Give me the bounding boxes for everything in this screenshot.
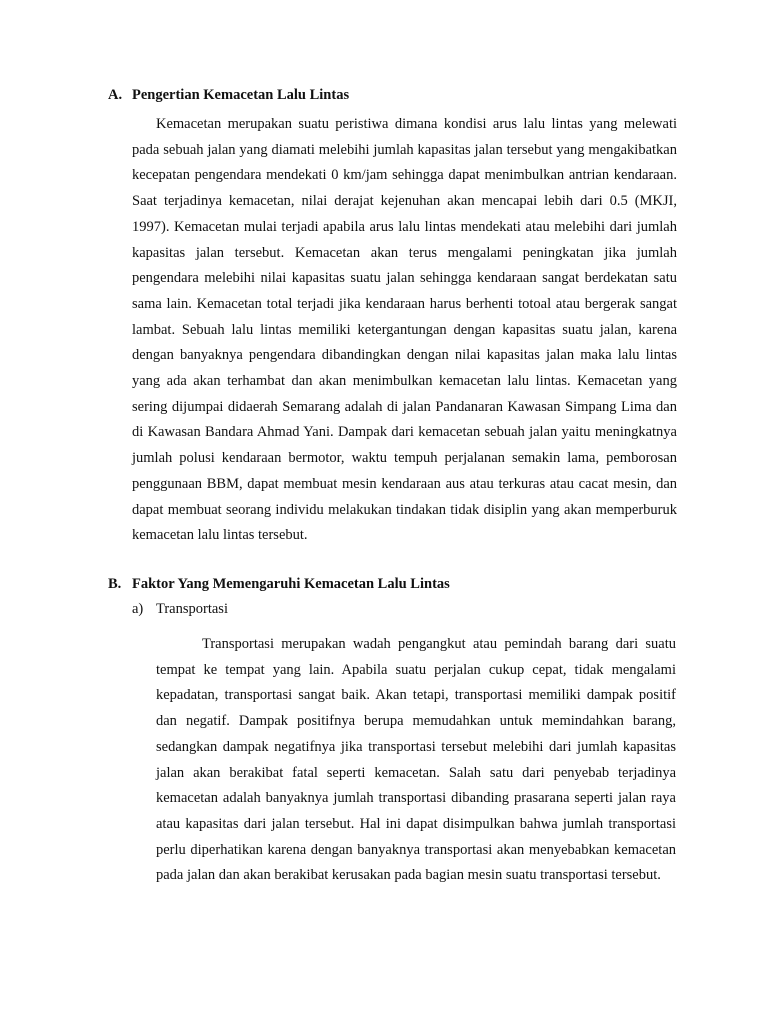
subsection-a-title: Transportasi: [156, 601, 228, 617]
section-a-paragraph: Kemacetan merupakan suatu peristiwa dimana kondisi arus lalu lintas yang melewati pada sebuah jalan yang diamati melebihi jumlah kapasitas jalan tersebut yang mengakibatkan kecepatan pengendara mendekati 0 km/jam sehingga dapat menimbulkan antrian kendaraan. Saat terjadinya kemacetan, nilai derajat kejenuhan akan mencapai lebih dari 0.5 (MKJI, 1997). Kemacetan mulai terjadi apabila arus lalu lintas mendekati atau melebihi dari jumlah kapasitas jalan tersebut. Kemacetan akan terus mengalami peningkatan jika jumlah pengendara melebihi nilai kapasitas suatu jalan sehingga kendaraan sangat berdekatan satu sama lain. Kemacetan total terjadi jika kendaraan harus berhenti totoal atau bergerak sangat lambat. Sebuah lalu lintas memiliki ketergantungan dengan kapasitas suatu jalan, karena dengan banyaknya pengendara dibandingkan dengan nilai kapasitas jalan maka lalu lintas yang ada akan terhambat dan akan menimbulkan kemacetan lalu lintas. Kemacetan yang sering dijumpai didaerah Semarang adalah di jalan Pandanaran Kawasan Simpang Lima dan di Kawasan Bandara Ahmad Yani. Dampak dari kemacetan sebuah jalan yaitu meningkatnya jumlah polusi kendaraan bermotor, waktu tempuh perjalanan semakin lama, pemborosan penggunaan BBM, dapat membuat mesin kendaraan aus atau terkuras atau cacat mesin, dan dapat membuat seorang individu melakukan tindakan tidak disiplin yang akan memperburuk kemacetan lalu lintas tersebut.: [132, 116, 677, 544]
section-a-heading: [108, 86, 349, 104]
subsection-a-marker: a): [132, 601, 144, 617]
section-a-marker: A.: [108, 87, 123, 103]
subsection-a-heading: [132, 600, 228, 618]
section-b-title: Faktor Yang Memengaruhi Kemacetan Lalu Lintas: [132, 576, 450, 592]
section-b-heading: [108, 575, 450, 593]
subsection-a-paragraph: Transportasi merupakan wadah pengangkut atau pemindah barang dari suatu tempat ke tempat yang lain. Apabila suatu perjalan cukup cepat, tidak mengalami kepadatan, transportasi sangat baik. Akan tetapi, transportasi memiliki dampak positif dan negatif. Dampak positifnya berupa memudahkan untuk memindahkan barang, sedangkan dampak negatifnya jika transportasi tersebut melebihi dari jumlah kapasitas jalan akan berakibat fatal seperti kemacetan. Salah satu dari penyebab terjadinya kemacetan adalah banyaknya jumlah transportasi dibanding prasarana seperti jalan raya atau kapasitas dari jalan tersebut. Hal ini dapat disimpulkan bahwa jumlah transportasi perlu diperhatikan karena dengan banyaknya transportasi akan menyebabkan kemacetan pada jalan dan akan berakibat kerusakan pada bagian mesin suatu transportasi tersebut.: [156, 636, 676, 884]
section-a-title: Pengertian Kemacetan Lalu Lintas: [132, 87, 350, 103]
section-b-marker: B.: [108, 576, 122, 592]
